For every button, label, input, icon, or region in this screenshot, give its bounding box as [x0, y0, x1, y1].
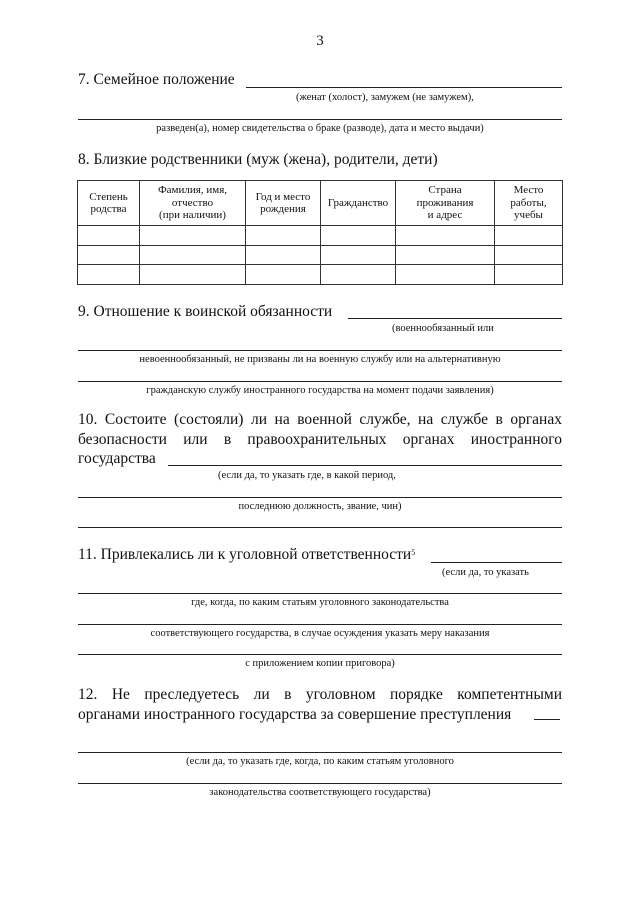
footnote-marker: 5 [411, 548, 416, 557]
header-birth: Год и место рождения [246, 181, 321, 226]
table-cell[interactable] [321, 226, 396, 246]
section-8-title: 8. Близкие родственники (муж (жена), родители, дети) [78, 151, 438, 168]
table-cell[interactable] [396, 265, 495, 285]
section-11-title: 11. Привлекались ли к уголовной ответственности$^5$ [78, 546, 416, 563]
section-11-answer-line-4[interactable] [78, 654, 562, 655]
section-10-hint-1: (если да, то указать где, в какой период, [218, 470, 396, 481]
page-number: 3 [316, 33, 324, 49]
table-cell[interactable] [246, 226, 321, 246]
table-cell[interactable] [246, 245, 321, 265]
header-country-address: Страна проживания и адрес [396, 181, 495, 226]
section-12-answer-line-3[interactable] [78, 783, 562, 784]
table-row [78, 245, 563, 265]
section-12-hint-1: (если да, то указать где, когда, по каким статьям уголовного [186, 756, 454, 767]
table-cell[interactable] [495, 226, 563, 246]
section-9-hint-2: невоеннообязанный, не призваны ли на военную службу или на альтернативную [139, 354, 501, 365]
section-10-answer-line-2[interactable] [78, 497, 562, 498]
table-cell[interactable] [396, 226, 495, 246]
section-11-hint-2: где, когда, по каким статьям уголовного законодательства [191, 597, 449, 608]
relatives-table [77, 180, 563, 285]
section-12-answer-line-1[interactable] [534, 719, 560, 720]
table-cell[interactable] [246, 265, 321, 285]
section-9-hint-1: (военнообязанный или [392, 323, 494, 334]
table-cell[interactable] [321, 265, 396, 285]
table-cell[interactable] [321, 245, 396, 265]
section-12-hint-2: законодательства соответствующего государства) [209, 787, 431, 798]
header-full-name: Фамилия, имя, отчество (при наличии) [140, 181, 246, 226]
section-9-title: 9. Отношение к воинской обязанности [78, 303, 333, 320]
table-cell[interactable] [140, 265, 246, 285]
section-11-answer-line-2[interactable] [78, 593, 562, 594]
section-10-answer-line-3[interactable] [78, 527, 562, 528]
section-7-answer-line-1[interactable] [246, 87, 562, 88]
section-9-answer-line-3[interactable] [78, 381, 562, 382]
table-header-row [78, 181, 563, 226]
section-11-hint-4: с приложением копии приговора) [245, 658, 395, 669]
table-row [78, 265, 563, 285]
header-work-study: Место работы, учебы [495, 181, 563, 226]
section-9-hint-3: гражданскую службу иностранного государства на момент подачи заявления) [146, 385, 494, 396]
table-cell[interactable] [78, 226, 140, 246]
table-cell[interactable] [396, 245, 495, 265]
table-cell[interactable] [495, 245, 563, 265]
section-11-answer-line-3[interactable] [78, 624, 562, 625]
table-cell[interactable] [78, 265, 140, 285]
table-cell[interactable] [140, 226, 246, 246]
section-11-answer-line-1[interactable] [431, 562, 562, 563]
section-10-hint-2: последнюю должность, звание, чин) [238, 501, 402, 512]
section-10-answer-line-1[interactable] [168, 465, 562, 466]
table-cell[interactable] [140, 245, 246, 265]
table-cell[interactable] [78, 245, 140, 265]
section-10-title: 10. Состоите (состояли) ли на военной службе, на службе в органах безопасности или в правоохранительных органах иностранного государства [78, 411, 562, 467]
section-11-hint-3: соответствующего государства, в случае осуждения указать меру наказания [150, 628, 490, 639]
section-9-answer-line-2[interactable] [78, 350, 562, 351]
section-12-title: 12. Не преследуетесь ли в уголовном порядке компетентными органами иностранного государства за совершение преступления [78, 686, 562, 723]
section-7-hint-1: (женат (холост), замужем (не замужем), [296, 92, 474, 103]
section-7-hint-2: разведен(а), номер свидетельства о браке (разводе), дата и место выдачи) [156, 123, 484, 134]
header-relationship: Степень родства [78, 181, 140, 226]
table-cell[interactable] [495, 265, 563, 285]
section-11-hint-1: (если да, то указать [442, 567, 529, 578]
section-7-answer-line-2[interactable] [78, 119, 562, 120]
table-row [78, 226, 563, 246]
header-citizenship: Гражданство [321, 181, 396, 226]
section-7-title: 7. Семейное положение [78, 71, 235, 88]
section-9-answer-line-1[interactable] [348, 318, 562, 319]
section-12-answer-line-2[interactable] [78, 752, 562, 753]
